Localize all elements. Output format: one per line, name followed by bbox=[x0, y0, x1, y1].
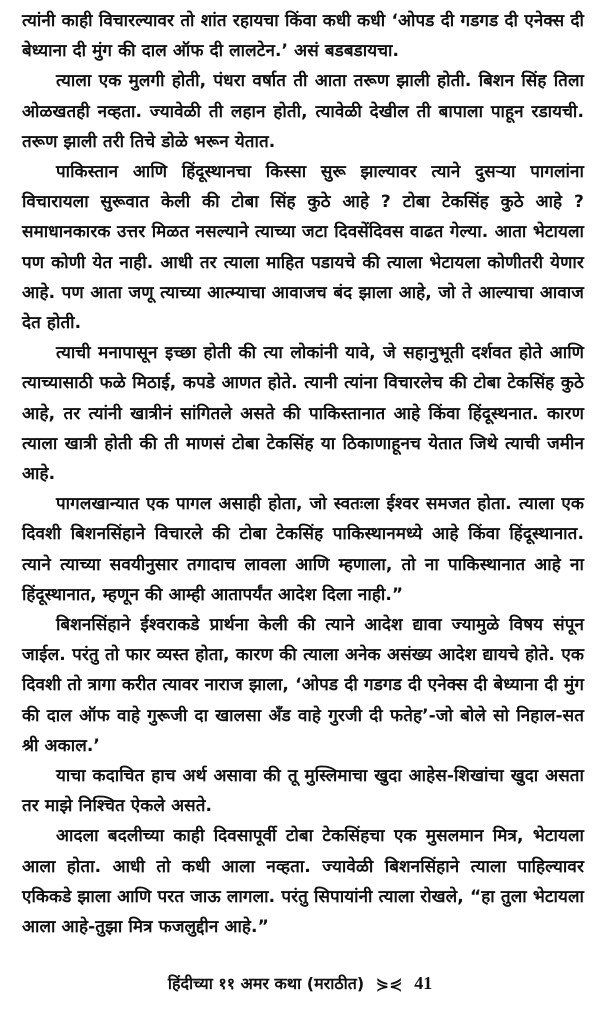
book-title: हिंदीच्या ११ अमर कथा (मराठीत) bbox=[167, 974, 365, 993]
paragraph: त्यांनी काही विचारल्यावर तो शांत रहायचा किंवा कधी कधी ‘ओपड दी गडगड दी एनेक्स दी बेध्याना दी मुंग की दाल ऑफ दी लालटेन.’ असं बडबडायचा. bbox=[22, 11, 584, 62]
body-text bbox=[22, 6, 584, 942]
footer-ornament: ⋟⋞ bbox=[375, 974, 403, 993]
page-number: 41 bbox=[414, 973, 433, 993]
paragraph: त्याला एक मुलगी होती, पंधरा वर्षात ती आता तरूण झाली होती. बिशन सिंह तिला ओळखतही नव्हता. ज्यावेळी ती लहान होती, त्यावेळी देखील ती बापाला पाहून रडायची. तरूण झाली तरी तिचे डोळे भरून येतात. bbox=[22, 71, 584, 152]
paragraph: पागलखान्यात एक पागल असाही होता, जो स्वतःला ईश्वर समजत होता. त्याला एक दिवशी बिशनसिंहाने विचारले की टोबा टेकसिंह पाकिस्थानमध्ये आहे किंवा हिंदूस्थानात. त्याने त्याच्या सवयीनुसार तगादाच लावला आणि म्हणाला, तो ना पाकिस्थानात आहे ना हिंदूस्थानात, म्हणून की आम्ही आतापर्यंत आदेश दिला नाही.” bbox=[22, 494, 584, 605]
paragraph: बिशनसिंहाने ईश्वराकडे प्रार्थना केली की त्याने आदेश द्यावा ज्यामुळे विषय संपून जाईल. परंतु तो फार व्यस्त होता, कारण की त्याला अनेक असंख्य आदेश द्यायचे होते. एक दिवशी तो त्रागा करीत त्यावर नाराज झाला, ‘ओपड दी गडगड दी एनेक्स दी बेध्याना दी मुंग की दाल ऑफ वाहे गुरूजी दा खालसा अँड वाहे गुरजी दी फतेह’-जो बोले सो निहाल-सत श्री अकाल.’ bbox=[22, 615, 584, 756]
paragraph: पाकिस्तान आणि हिंदूस्थानचा किस्सा सुरू झाल्यावर त्याने दुसऱ्या पागलांना विचारायला सुरूवात केली की टोबा सिंह कुठे आहे ? टोबा टेकसिंह कुठे आहे ? समाधानकारक उत्तर मिळत नसल्याने त्याच्या जटा दिवसेंदिवस वाढत गेल्या. आता भेटायला पण कोणी येत नाही. आधी तर त्याला माहित पडायचे की त्याला भेटायला कोणीतरी येणार आहे. पण आता जणू त्याच्या आत्म्याचा आवाजच बंद झाला आहे, जो ते आल्याचा आवाज देत होती. bbox=[22, 162, 584, 334]
paragraph: आदला बदलीच्या काही दिवसापूर्वी टोबा टेकसिंहचा एक मुसलमान मित्र, भेटायला आला होता. आधी तो कधी आला नव्हता. ज्यावेळी बिशनसिंहाने त्याला पाहिल्यावर एकिकडे झाला आणि परत जाऊ लागला. परंतु सिपायांनी त्याला रोखले, “हा तुला भेटायला आला आहे-तुझा मित्र फजलुद्दीन आहे.” bbox=[22, 826, 584, 938]
paragraph: त्याची मनापासून इच्छा होती की त्या लोकांनी यावे, जे सहानुभूती दर्शवत होते आणि त्याच्यासाठी फळे मिठाई, कपडे आणत होते. त्यानी त्यांना विचारलेच की टोबा टेकसिंह कुठे आहे, तर त्यांनी खात्रीनं सांगितले असते की पाकिस्तानात आहे किंवा हिंदूस्थनात. कारण त्याला खात्री होती की ती माणसं टोबा टेकसिंह या ठिकाणाहूनच येतात जिथे त्याची जमीन आहे. bbox=[22, 343, 584, 485]
paragraph: याचा कदाचित हाच अर्थ असावा की तू मुस्लिमाचा खुदा आहेस-शिखांचा खुदा असता तर माझे निश्चित ऐकले असते. bbox=[22, 766, 584, 817]
page-footer bbox=[0, 972, 600, 994]
